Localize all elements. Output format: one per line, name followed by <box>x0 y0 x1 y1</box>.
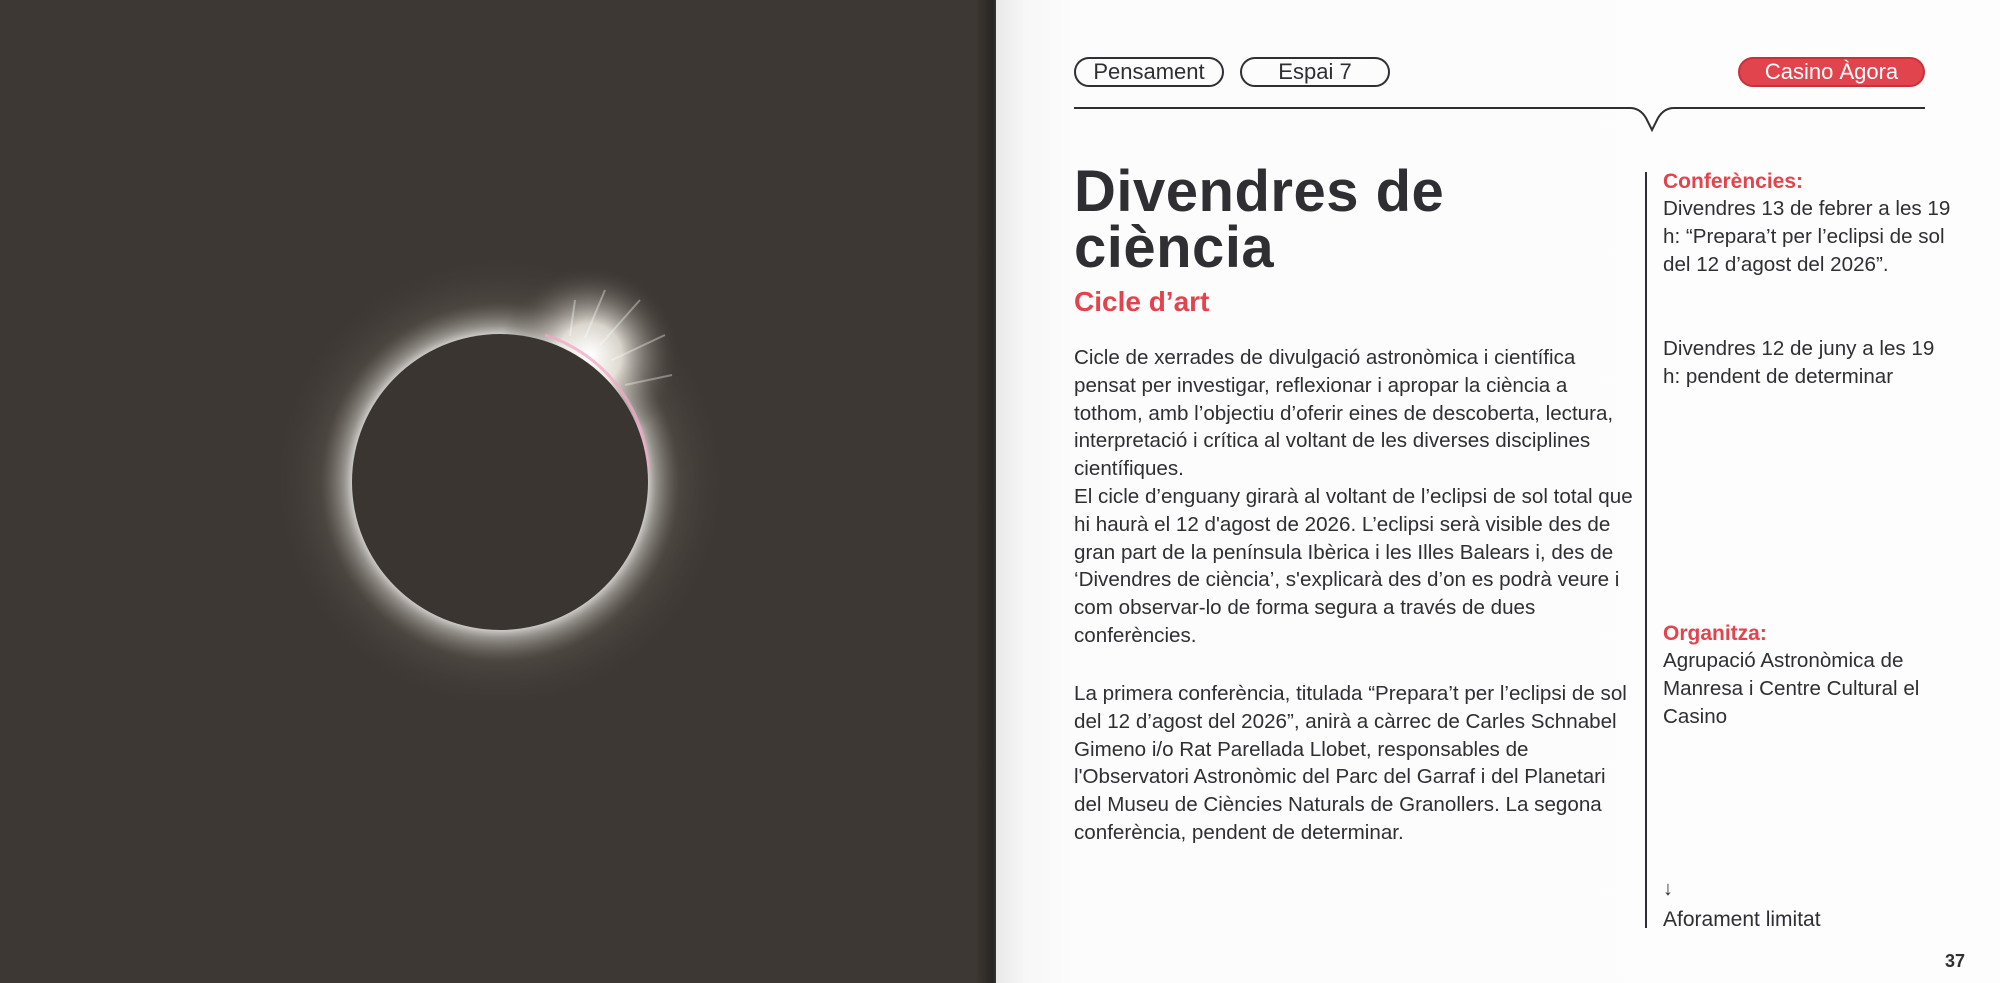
conference-2: Divendres 12 de juny a les 19 h: pendent de determinar <box>1663 337 1935 388</box>
tag-venue: Casino Àgora <box>1738 57 1925 87</box>
body-paragraph-1: Cicle de xerrades de divulgació astronòmica i científica pensat per investigar, reflexionar i apropar la ciència a tothom, amb l’objectiu d’oferir eines de descoberta, lectura, interpretació i crítica al voltant de les diverses disciplines científiques. <box>1074 346 1614 481</box>
sidebar-conference-2 <box>1663 335 1953 391</box>
organizer-text: Agrupació Astronòmica de Manresa i Centre Cultural el Casino <box>1663 649 1920 728</box>
capacity-note: Aforament limitat <box>1663 908 1821 931</box>
organizer-heading: Organitza: <box>1663 622 1767 645</box>
conferences-heading: Conferències: <box>1663 170 1804 193</box>
tag-pensament: Pensament <box>1074 57 1224 87</box>
sidebar-conferences <box>1663 168 1953 278</box>
body-paragraph-2: El cicle d’enguany girarà al voltant de l’eclipsi de sol total que hi haurà el 12 d'agost de 2026. L’eclipsi serà visible des de gran part de la península Ibèrica i les Illes Balears i, des de ‘Divendres de ciència’, s'explicarà des d’on es podrà veure i com observar-lo de forma segura a través de dues conferències. <box>1074 484 1633 647</box>
sidebar-organizer <box>1663 620 1953 730</box>
page-subtitle: Cicle d’art <box>1074 286 1210 317</box>
title-line-2: ciència <box>1074 215 1275 280</box>
body-text-intro <box>1074 344 1634 650</box>
title-line-1: Divendres de <box>1074 159 1445 224</box>
page-number: 37 <box>1945 951 1966 971</box>
sidebar-rule <box>1645 172 1647 928</box>
body-paragraph-3: La primera conferència, titulada “Prepara’t per l’eclipsi de sol del 12 d’agost del 2026”, anirà a càrrec de Carles Schnabel Gimeno i/o Rat Parellada Llobet, responsables de l'Observatori Astronòmic del Parc del Garraf i del Planetari del Museu de Ciències Naturals de Granollers. La segona conferència, pendent de determinar. <box>1074 682 1627 844</box>
page-title <box>1074 159 1445 280</box>
conference-1: Divendres 13 de febrer a les 19 h: “Prepara’t per l’eclipsi de sol del 12 d’agost del 2026”. <box>1663 197 1951 276</box>
body-text-details <box>1074 680 1634 847</box>
tag-espai: Espai 7 <box>1240 57 1390 87</box>
arrow-down-icon: ↓ <box>1663 878 1673 900</box>
